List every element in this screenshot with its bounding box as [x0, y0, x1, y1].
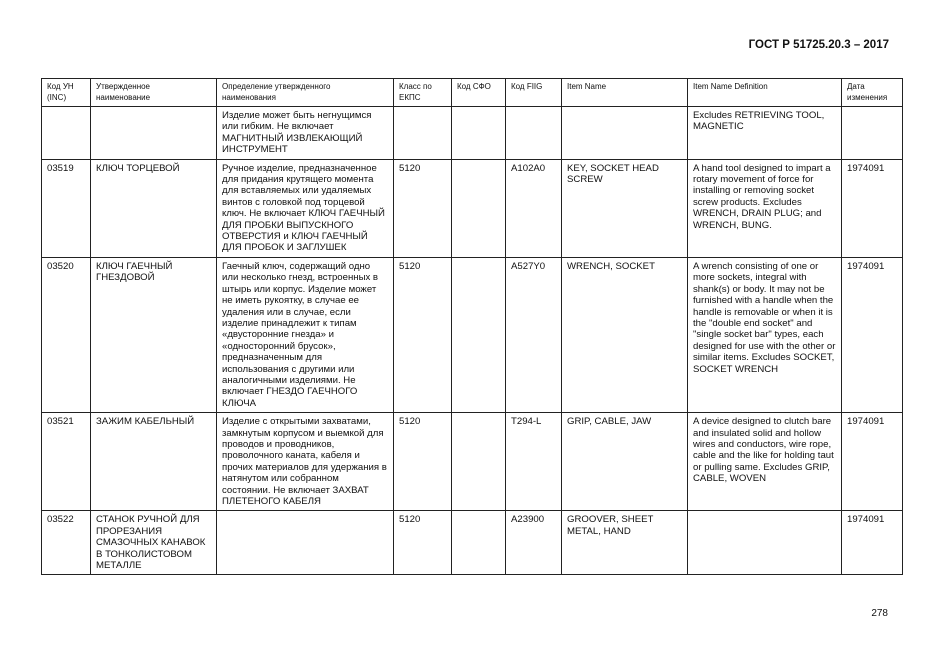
table-row	[42, 107, 903, 160]
column-header-sfo: Код СФО	[452, 79, 506, 107]
cell-date	[842, 107, 903, 160]
cell-date: 1974091	[842, 413, 903, 511]
cell-item-name: GROOVER, SHEET METAL, HAND	[562, 511, 688, 575]
specification-table	[41, 78, 903, 575]
table-header-row	[42, 79, 903, 107]
column-header-date: Дата изменения	[842, 79, 903, 107]
cell-class: 5120	[394, 413, 452, 511]
cell-inc: 03519	[42, 159, 91, 257]
cell-item-definition: Excludes RETRIEVING TOOL, MAGNETIC	[688, 107, 842, 160]
cell-definition: Изделие может быть негнущимся или гибким. Не включает МАГНИТНЫЙ ИЗВЛЕКАЮЩИЙ ИНСТРУМЕНТ	[217, 107, 394, 160]
table-row	[42, 159, 903, 257]
cell-inc: 03521	[42, 413, 91, 511]
cell-fiig: A102A0	[506, 159, 562, 257]
cell-name: КЛЮЧ ГАЕЧНЫЙ ГНЕЗДОВОЙ	[91, 257, 217, 412]
cell-inc: 03520	[42, 257, 91, 412]
cell-name: ЗАЖИМ КАБЕЛЬНЫЙ	[91, 413, 217, 511]
table-row	[42, 511, 903, 575]
cell-sfo	[452, 107, 506, 160]
cell-item-definition: A wrench consisting of one or more sockets, integral with shank(s) or body. It may not be furnished with a handle when the handle is removable or when it is the "double end socket" and "single socket bar" types, each designed for use with the other or similar items. Excludes SOCKET, SOCKET WRENCH	[688, 257, 842, 412]
cell-definition: Изделие с открытыми захватами, замкнутым корпусом и выемкой для проводов и проводников, проволочного каната, кабеля и прочих материалов для удержания в натянутом или собранном состоянии. Не включает ЗАХВАТ ПЛЕТЕНОГО КАБЕЛЯ	[217, 413, 394, 511]
table-row	[42, 413, 903, 511]
cell-item-name: KEY, SOCKET HEAD SCREW	[562, 159, 688, 257]
cell-inc	[42, 107, 91, 160]
cell-fiig: A23900	[506, 511, 562, 575]
cell-class: 5120	[394, 159, 452, 257]
cell-fiig	[506, 107, 562, 160]
cell-sfo	[452, 511, 506, 575]
column-header-class: Класс по ЕКПС	[394, 79, 452, 107]
cell-name	[91, 107, 217, 160]
cell-item-name: GRIP, CABLE, JAW	[562, 413, 688, 511]
cell-definition: Гаечный ключ, содержащий одно или несколько гнезд, встроенных в штырь или корпус. Изделие может не иметь рукоятку, в случае ее удаления или в случае, если изделие принадлежит к типам «двусторонние гнезда» и «односторонний брусок», предназначенным для использования с другими или аналогичными изделиями. Не включает ГНЕЗДО ГАЕЧНОГО КЛЮЧА	[217, 257, 394, 412]
cell-sfo	[452, 257, 506, 412]
cell-class: 5120	[394, 257, 452, 412]
column-header-fiig: Код FIIG	[506, 79, 562, 107]
cell-name: КЛЮЧ ТОРЦЕВОЙ	[91, 159, 217, 257]
cell-name: СТАНОК РУЧНОЙ ДЛЯ ПРОРЕЗАНИЯ СМАЗОЧНЫХ КАНАВОК В ТОНКОЛИСТОВОМ МЕТАЛЛЕ	[91, 511, 217, 575]
cell-fiig: A527Y0	[506, 257, 562, 412]
cell-item-definition: A hand tool designed to impart a rotary movement of force for installing or removing socket screw products. Excludes WRENCH, DRAIN PLUG; and WRENCH, BUNG.	[688, 159, 842, 257]
table-body	[42, 107, 903, 575]
cell-sfo	[452, 413, 506, 511]
cell-item-name	[562, 107, 688, 160]
cell-date: 1974091	[842, 257, 903, 412]
column-header-definition: Определение утвержденного наименования	[217, 79, 394, 107]
document-code: ГОСТ Р 51725.20.3 – 2017	[748, 39, 889, 51]
cell-definition: Ручное изделие, предназначенное для придания крутящего момента для вставляемых или удаляемых винтов с головкой под торцевой ключ. Не включает КЛЮЧ ГАЕЧНЫЙ ДЛЯ ПРОБКИ ВЫПУСКНОГО ОТВЕРСТИЯ и КЛЮЧ ГАЕЧНЫЙ ДЛЯ ПРОБОК И ЗАГЛУШЕК	[217, 159, 394, 257]
cell-class: 5120	[394, 511, 452, 575]
cell-date: 1974091	[842, 511, 903, 575]
cell-fiig: T294-L	[506, 413, 562, 511]
cell-date: 1974091	[842, 159, 903, 257]
cell-definition	[217, 511, 394, 575]
column-header-name: Утвержденное наименование	[91, 79, 217, 107]
cell-item-definition	[688, 511, 842, 575]
table-row	[42, 257, 903, 412]
column-header-item-name: Item Name	[562, 79, 688, 107]
page-number: 278	[871, 608, 888, 619]
column-header-item-definition: Item Name Definition	[688, 79, 842, 107]
cell-sfo	[452, 159, 506, 257]
cell-class	[394, 107, 452, 160]
cell-item-definition: A device designed to clutch bare and insulated solid and hollow wires and conductors, wire rope, cable and the like for holding taut or pulling same. Excludes GRIP, CABLE, WOVEN	[688, 413, 842, 511]
cell-item-name: WRENCH, SOCKET	[562, 257, 688, 412]
cell-inc: 03522	[42, 511, 91, 575]
column-header-inc: Код УН (INC)	[42, 79, 91, 107]
